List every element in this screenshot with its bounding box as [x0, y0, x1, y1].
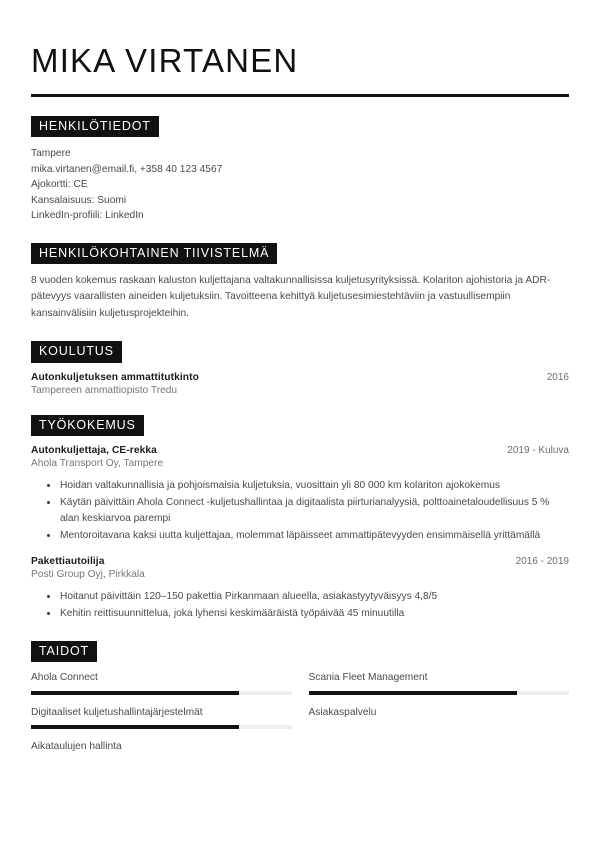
- experience-employer: Posti Group Oyj, Pirkkala: [31, 569, 145, 581]
- contact-line-nationality: Kansalaisuus: Suomi: [31, 194, 127, 206]
- section-contact: [31, 116, 569, 224]
- section-heading-education: KOULUTUS: [31, 341, 122, 362]
- contact-details: [31, 146, 569, 224]
- education-institution: Tampereen ammattiopisto Tredu: [31, 384, 178, 396]
- skill-bar-track: [31, 691, 292, 695]
- list-item: Käytän päivittäin Ahola Connect -kuljetushallintaa ja digitaalista piirturianalyysiä, polttoainetaloudellisuus 5 % alan keskiarvoa parempi: [47, 495, 569, 527]
- experience-entry-head: [31, 556, 569, 567]
- skill-label: Scania Fleet Management: [308, 672, 428, 684]
- list-item: Hoidan valtakunnallisia ja pohjoismaisia kuljetuksia, vuosittain yli 80 000 km kolariton ajokokemus: [47, 478, 569, 494]
- skill-item: [309, 706, 570, 740]
- experience-date: 2016 - 2019: [515, 556, 569, 568]
- skills-grid: [31, 671, 569, 774]
- experience-job-title: Autonkuljettaja, CE-rekka: [31, 445, 157, 457]
- section-heading-contact: HENKILÖTIEDOT: [31, 116, 159, 137]
- list-item: Kehitin reittisuunnittelua, joka lyhensi keskimääräistä työpäivää 45 minuutilla: [47, 606, 569, 622]
- experience-bullet-list: [31, 589, 569, 622]
- section-heading-skills: TAIDOT: [31, 641, 97, 662]
- section-experience: [31, 415, 569, 622]
- section-heading-experience: TYÖKOKEMUS: [31, 415, 144, 436]
- skill-item: [31, 671, 292, 705]
- contact-line-linkedin[interactable]: LinkedIn-profiili: LinkedIn: [31, 210, 144, 222]
- education-degree: Autonkuljetuksen ammattitutkinto: [31, 371, 199, 383]
- education-entry: [31, 372, 569, 396]
- page-title: MIKA VIRTANEN: [31, 42, 299, 79]
- section-heading-summary: HENKILÖKOHTAINEN TIIVISTELMÄ: [31, 243, 277, 264]
- skill-item: [31, 706, 292, 740]
- skill-bar-track: [31, 725, 292, 729]
- skill-bar-fill: [309, 691, 517, 695]
- list-item: Mentoroitavana kaksi uutta kuljettajaa, molemmat läpäisseet ammattipätevyyden ensimmäisellä yrittämällä: [47, 528, 569, 544]
- skill-label: Aikataulujen hallinta: [31, 740, 122, 752]
- section-skills: [31, 641, 569, 774]
- education-entries: [31, 372, 569, 396]
- skill-label: Ahola Connect: [31, 672, 98, 684]
- summary-body: [31, 273, 569, 323]
- experience-employer: Ahola Transport Oy, Tampere: [31, 458, 164, 470]
- contact-line-license: Ajokortti: CE: [31, 179, 88, 191]
- contact-line-city: Tampere: [31, 148, 71, 160]
- experience-entries: [31, 445, 569, 622]
- experience-bullet-list: [31, 478, 569, 543]
- skill-label: Digitaaliset kuljetushallintajärjestelmät: [31, 706, 203, 718]
- list-item: Hoitanut päivittäin 120–150 pakettia Pirkanmaan alueella, asiakastyytyväisyys 4,8/5: [47, 589, 569, 605]
- skill-bar-track: [309, 691, 570, 695]
- skill-label: Asiakaspalvelu: [308, 706, 377, 718]
- header-divider: [31, 94, 569, 97]
- summary-text: 8 vuoden kokemus raskaan kaluston kuljettajana valtakunnallisissa kuljetusyrityksissä. Kolariton ajohistoria ja ADR-pätevyys vaarallisten aineiden kuljetuksiin. Tavoitteena kehittyä kuljetusesimiestehtäviin ja vastuullisempiin kansainvälisiin kuljetusprojekteihin.: [31, 274, 551, 319]
- section-summary: [31, 243, 569, 323]
- education-entry-head: [31, 372, 569, 383]
- experience-entry-head: [31, 445, 569, 456]
- skill-item: [309, 671, 570, 705]
- contact-line-email-phone[interactable]: mika.virtanen@email.fi, +358 40 123 4567: [31, 163, 223, 175]
- education-date: 2016: [546, 371, 569, 383]
- experience-entry: [31, 445, 569, 543]
- experience-entry: [31, 556, 569, 622]
- experience-job-title: Pakettiautoilija: [31, 556, 105, 568]
- skill-item: [31, 740, 292, 774]
- section-education: [31, 341, 569, 395]
- skill-bar-fill: [31, 725, 239, 729]
- experience-date: 2019 - Kuluva: [507, 445, 569, 457]
- skill-bar-fill: [31, 691, 239, 695]
